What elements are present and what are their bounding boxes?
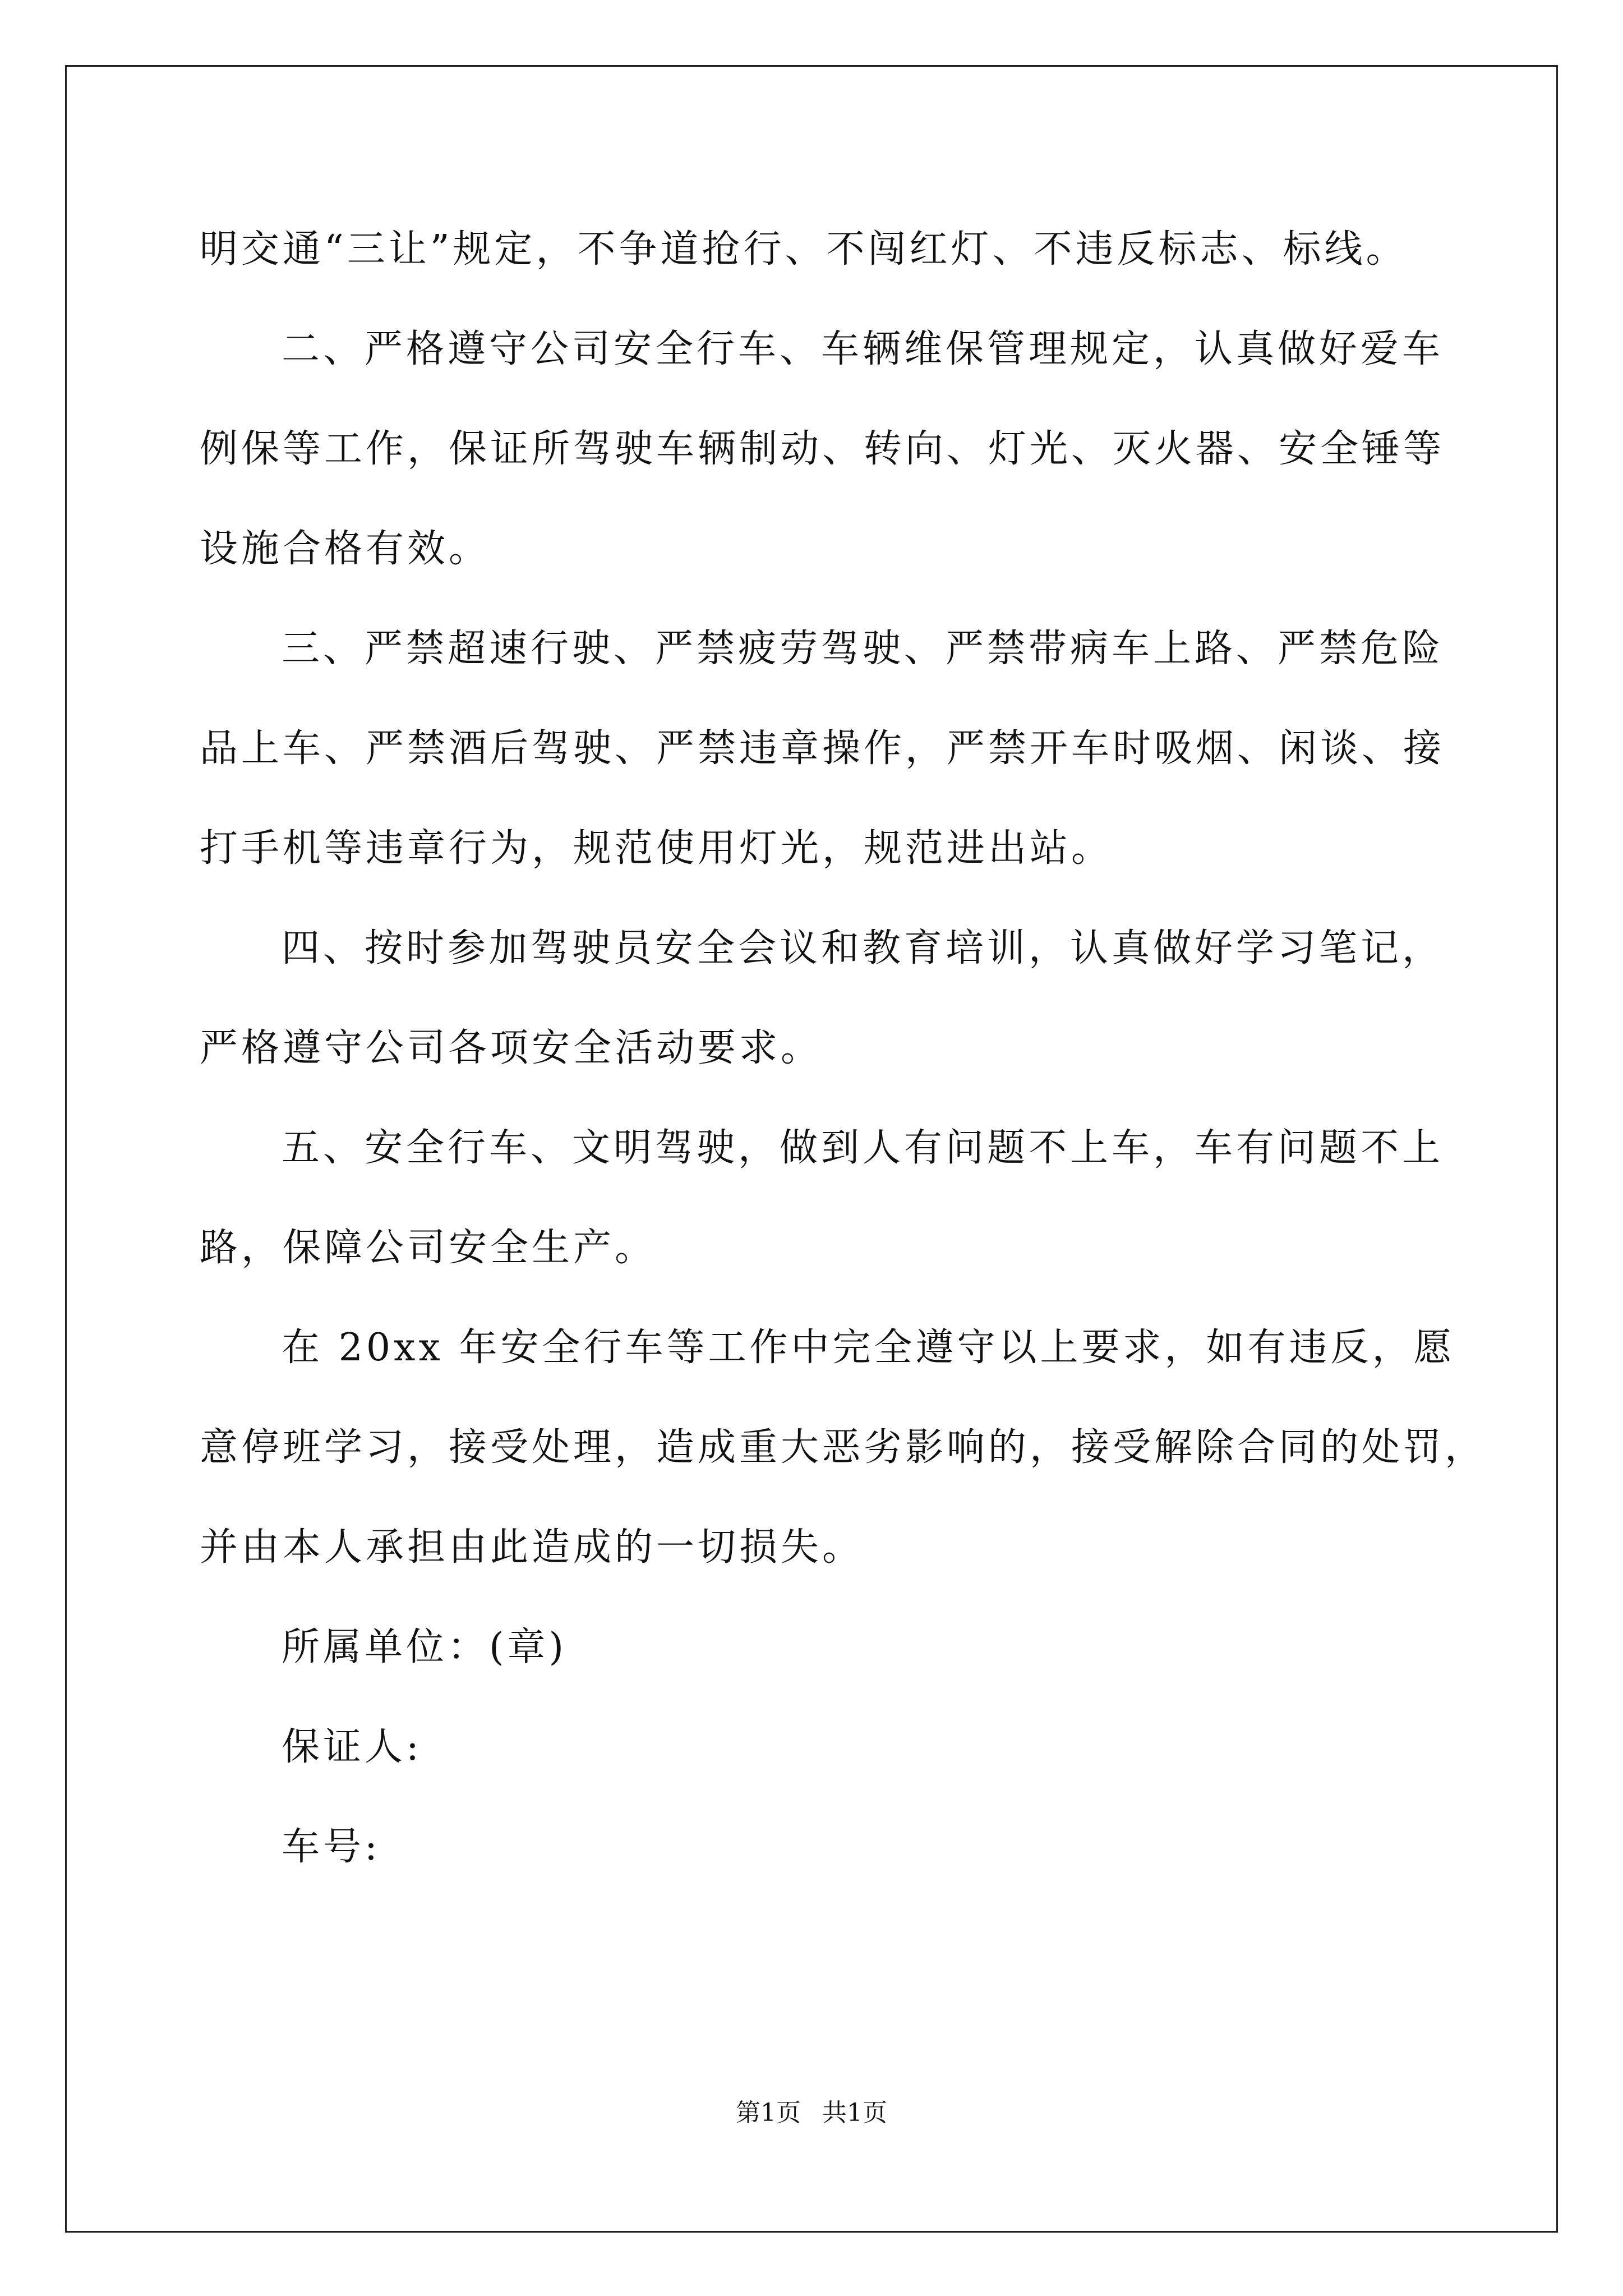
unit-seal-line: 所属单位：(章) bbox=[282, 1625, 568, 1669]
paragraph-line: 意停班学习，接受处理，造成重大恶劣影响的，接受解除合同的处罚， bbox=[200, 1425, 1487, 1470]
paragraph-line: 三、严禁超速行驶、严禁疲劳驾驶、严禁带病车上路、严禁危险 bbox=[282, 627, 1444, 671]
paragraph-line: 在 20xx 年安全行车等工作中完全遵守以上要求，如有违反，愿 bbox=[282, 1326, 1455, 1370]
vehicle-number-line: 车号: bbox=[282, 1825, 381, 1869]
page-total: 共1页 bbox=[822, 2099, 887, 2127]
paragraph-line: 例保等工作，保证所驾驶车辆制动、转向、灯光、灭火器、安全锤等 bbox=[200, 427, 1445, 471]
paragraph-line: 并由本人承担由此造成的一切损失。 bbox=[200, 1525, 864, 1570]
paragraph-line: 严格遵守公司各项安全活动要求。 bbox=[200, 1026, 823, 1070]
paragraph-line: 路，保障公司安全生产。 bbox=[200, 1226, 657, 1270]
document-body bbox=[200, 208, 1487, 1905]
page-current: 第1页 bbox=[736, 2099, 801, 2127]
paragraph-line: 五、安全行车、文明驾驶，做到人有问题不上车，车有问题不上 bbox=[282, 1126, 1444, 1170]
guarantor-line: 保证人: bbox=[282, 1725, 422, 1769]
paragraph-line: 四、按时参加驾驶员安全会议和教育培训，认真做好学习笔记， bbox=[282, 926, 1444, 970]
paragraph-line: 设施合格有效。 bbox=[200, 527, 491, 571]
paragraph-line: 二、严格遵守公司安全行车、车辆维保管理规定，认真做好爱车 bbox=[282, 327, 1444, 371]
paragraph-line: 打手机等违章行为，规范使用灯光，规范进出站。 bbox=[200, 826, 1113, 871]
page-footer bbox=[0, 2092, 1623, 2128]
paragraph-line: 明交通“三让”规定，不争道抢行、不闯红灯、不违反标志、标线。 bbox=[200, 227, 1408, 272]
paragraph-line: 品上车、严禁酒后驾驶、严禁违章操作，严禁开车时吸烟、闲谈、接 bbox=[200, 726, 1445, 771]
